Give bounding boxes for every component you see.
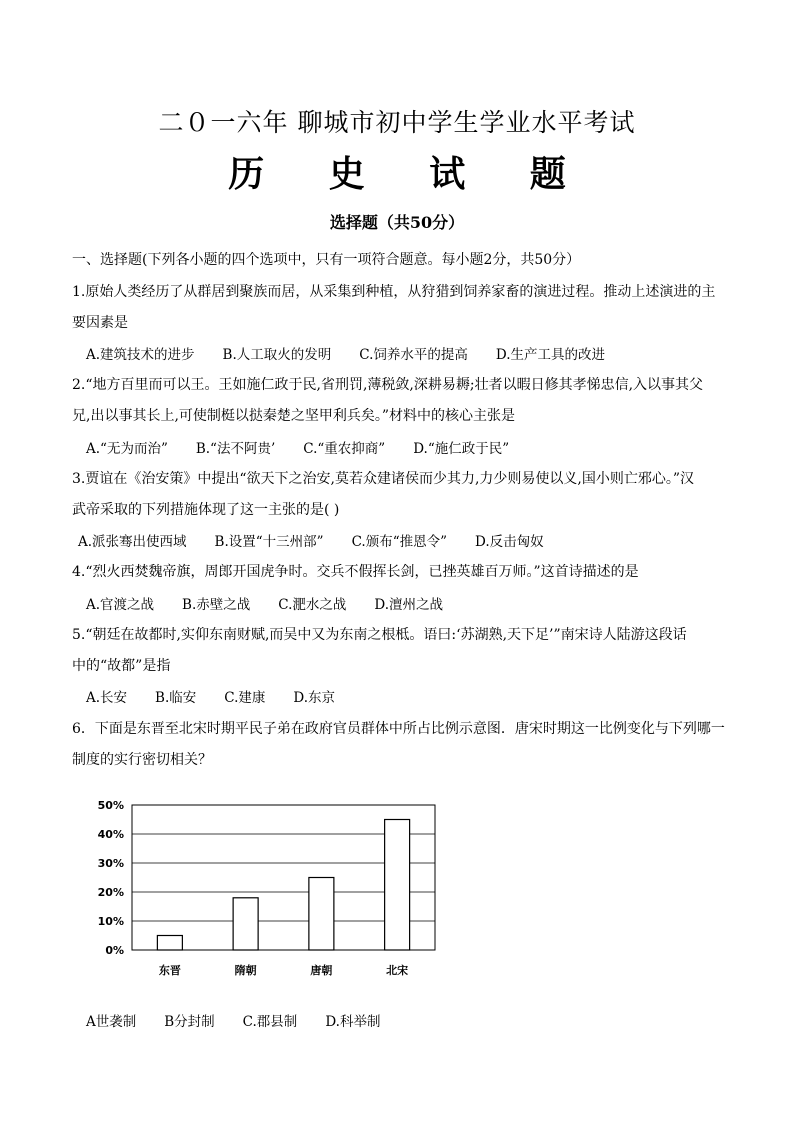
question-3-line-2: 武帝采取的下列措施体现了这一主张的是( )	[72, 502, 340, 518]
section-title: 选择题（共50分）	[329, 213, 465, 232]
option-a: A世袭制	[86, 1014, 137, 1030]
option-a: A.派张骞出使西域	[78, 534, 187, 550]
option-c: C.郡县制	[242, 1014, 298, 1030]
question-1-line-2: 要因素是	[72, 315, 128, 331]
y-tick-label: 0%	[105, 944, 124, 957]
option-d: D.“施仁政于民”	[413, 441, 510, 457]
option-a: A.建筑技术的进步	[86, 347, 195, 363]
option-b: B.“法不阿贵’	[195, 441, 276, 457]
option-b: B.赤壁之战	[182, 597, 251, 613]
question-5-options	[86, 686, 363, 706]
question-2-line-1: 2.“地方百里而可以王。王如施仁政于民,省刑罚,薄税敛,深耕易耨;壮者以暇日修其孝悌忠信,入以事其父	[72, 377, 704, 393]
x-tick-label: 北宋	[386, 964, 409, 977]
question-3-line-1: 3.贾谊在《治安策》中提出“欲天下之治安,莫若众建诸侯而少其力,力少则易使以义,国小则亡邪心。”汉	[72, 471, 695, 487]
bar	[157, 936, 182, 951]
question-2-line-2: 兄,出以事其长上,可使制梃以挞秦楚之坚甲利兵矣。”材料中的核心主张是	[72, 408, 516, 424]
option-d: D.东京	[293, 690, 336, 706]
subject-title: 历 史 试 题	[228, 153, 592, 195]
question-5-line-1: 5.“朝廷在故都时,实仰东南财赋,而吴中又为东南之根柢。语曰:‘苏湖熟,天下足’”南宋诗人陆游这段话	[72, 627, 687, 643]
bar	[309, 878, 334, 951]
question-6-options	[86, 1010, 408, 1030]
x-tick-label: 隋朝	[234, 964, 257, 977]
option-d: D.反击匈奴	[475, 534, 544, 550]
option-a: A.“无为而治”	[86, 441, 168, 457]
x-tick-label: 东晋	[158, 964, 181, 977]
instruction-text: 一、选择题(下列各小题的四个选项中，只有一项符合题意。每小题2分，共50分）	[72, 252, 581, 268]
option-b: B.临安	[155, 690, 197, 706]
option-a: A.长安	[86, 690, 128, 706]
question-2-options	[86, 437, 537, 457]
question-1-options	[86, 343, 633, 363]
option-b: B.人工取火的发明	[222, 347, 332, 363]
option-b: B.设置“十三州部”	[214, 534, 324, 550]
bar	[385, 820, 410, 951]
question-4-options	[86, 593, 471, 613]
option-d: D.生产工具的改进	[495, 347, 606, 363]
exam-title: 二０一六年 聊城市初中学生学业水平考试	[158, 108, 636, 137]
question-1-line-1: 1.原始人类经历了从群居到聚族而居，从采集到种植，从狩猎到饲养家畜的演进过程。推动上述演进的主	[72, 284, 716, 300]
bar-chart	[80, 790, 460, 990]
y-tick-label: 30%	[97, 857, 124, 870]
option-c: C.建康	[224, 690, 266, 706]
y-tick-label: 20%	[97, 886, 124, 899]
option-d: D.科举制	[325, 1014, 381, 1030]
option-c: C.淝水之战	[278, 597, 347, 613]
option-c: C.颁布“推恩令”	[351, 534, 448, 550]
y-tick-label: 50%	[97, 799, 124, 812]
question-4-line-1: 4.“烈火西焚魏帝旗，周郎开国虎争时。交兵不假挥长剑，已挫英雄百万师。”这首诗描述的是	[72, 564, 639, 580]
y-tick-label: 10%	[97, 915, 124, 928]
question-5-line-2: 中的“故都”是指	[72, 658, 171, 674]
question-6-line-2: 制度的实行密切相关？	[72, 752, 212, 768]
option-c: C.饲养水平的提高	[359, 347, 468, 363]
y-tick-label: 40%	[97, 828, 124, 841]
x-tick-label: 唐朝	[310, 964, 333, 977]
option-a: A.官渡之战	[86, 597, 155, 613]
option-c: C.“重农抑商”	[303, 441, 386, 457]
option-d: D.澶州之战	[374, 597, 444, 613]
question-3-options	[78, 530, 572, 550]
option-b: B分封制	[164, 1014, 215, 1030]
bar	[233, 898, 258, 950]
question-6-line-1: 6．下面是东晋至北宋时期平民子弟在政府官员群体中所占比例示意图．唐宋时期这一比例变化与下列哪一	[72, 721, 725, 737]
